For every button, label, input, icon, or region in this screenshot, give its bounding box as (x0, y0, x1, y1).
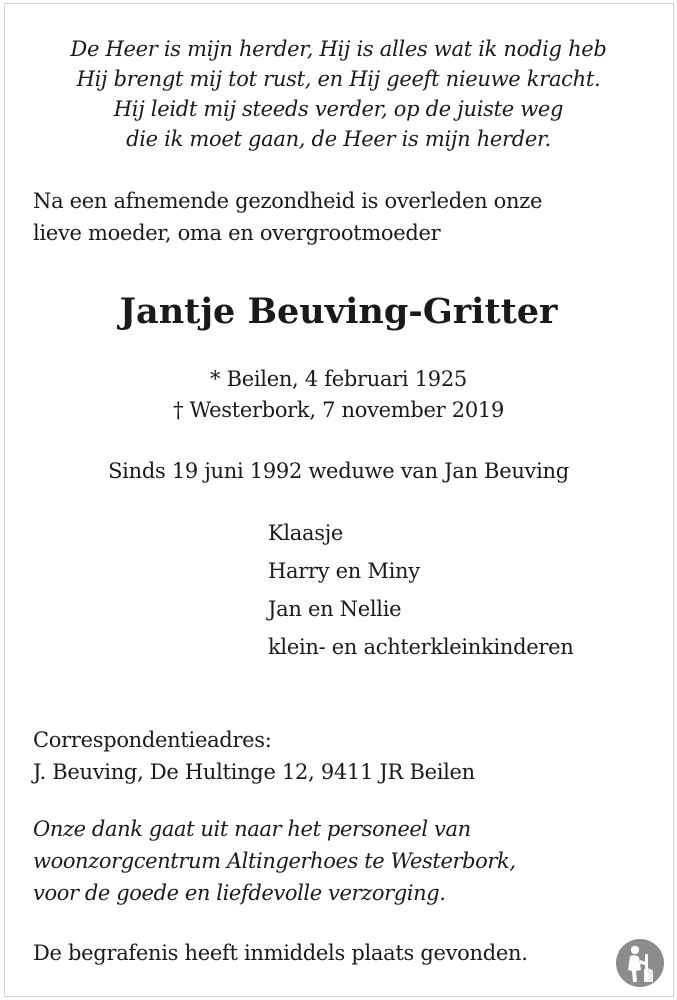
verse-line: De Heer is mijn herder, Hij is alles wat ik nodig heb (70, 37, 607, 61)
death-line: † Westerbork, 7 november 2019 (172, 398, 505, 422)
thanks-line: voor de goede en liefdevolle verzorging. (33, 881, 446, 905)
life-dates (0, 364, 677, 426)
thanks-note (33, 813, 516, 909)
announcement-intro (33, 185, 653, 249)
correspondence-address (33, 724, 475, 788)
thanks-line: woonzorgcentrum Altingerhoes te Westerbork, (33, 849, 516, 873)
birth-line: * Beilen, 4 februari 1925 (210, 367, 467, 391)
verse-line: die ik moet gaan, de Heer is mijn herder. (126, 127, 551, 151)
widow-line: Sinds 19 juni 1992 weduwe van Jan Beuving (108, 459, 569, 483)
verse-line: Hij leidt mij steeds verder, op de juiste weg (113, 97, 564, 121)
verse-line: Hij brengt mij tot rust, en Hij geeft nieuwe kracht. (76, 67, 601, 91)
deceased-name: Jantje Beuving-Gritter (119, 291, 558, 332)
address-line: J. Beuving, De Hultinge 12, 9411 JR Beilen (33, 760, 475, 784)
funeral-note: De begrafenis heeft inmiddels plaats gevonden. (33, 941, 528, 965)
thanks-line: Onze dank gaat uit naar het personeel van (33, 817, 471, 841)
intro-line: Na een afnemende gezondheid is overleden onze (33, 189, 543, 213)
family-member: klein- en achterkleinkinderen (268, 635, 574, 659)
family-member: Jan en Nellie (268, 597, 402, 621)
psalm-verse (0, 34, 677, 154)
intro-line: lieve moeder, oma en overgrootmoeder (33, 221, 441, 245)
family-member: Klaasje (268, 521, 344, 545)
family-member: Harry en Miny (268, 559, 420, 583)
mourning-figure-icon (615, 938, 665, 988)
family-list (268, 514, 573, 666)
address-label: Correspondentieadres: (33, 728, 272, 752)
